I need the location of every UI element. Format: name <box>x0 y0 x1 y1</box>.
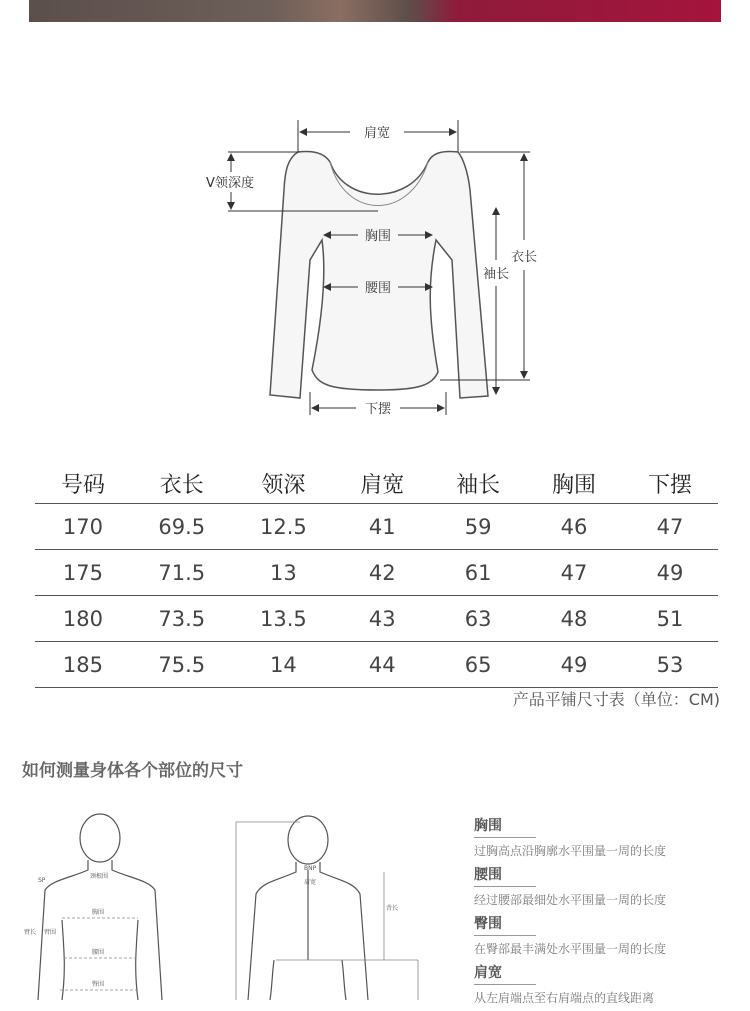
definition-text: 在臀部最丰满处水平围量一周的长度 <box>474 942 667 956</box>
table-cell: 73.5 <box>131 596 233 642</box>
header-cell: 袖长 <box>430 463 526 504</box>
neck-label: 颈根围 <box>90 873 109 880</box>
table-cell: 41 <box>334 504 430 550</box>
header-cell: 胸围 <box>526 463 622 504</box>
garment-measurement-diagram <box>0 110 750 430</box>
table-cell: 170 <box>35 504 131 550</box>
length-label: 衣长 <box>510 250 538 265</box>
size-table <box>35 463 718 688</box>
table-cell: 13 <box>233 550 335 596</box>
table-caption: 产品平铺尺寸表（单位：CM) <box>512 690 720 709</box>
shoulder-fig-label: 肩宽 <box>304 879 317 886</box>
table-row <box>35 642 718 688</box>
definition-text: 经过腰部最细处水平围量一周的长度 <box>474 893 667 907</box>
table-header-row <box>35 463 718 504</box>
table-cell: 49 <box>526 642 622 688</box>
garment-outline <box>270 151 488 398</box>
chest-fig-label: 胸围 <box>92 909 105 916</box>
table-cell: 13.5 <box>233 596 335 642</box>
definition-term: 臀围 <box>474 913 536 936</box>
header-cell: 号码 <box>35 463 131 504</box>
front-body-figure <box>38 814 162 1000</box>
bnp-label: BNP <box>304 865 317 872</box>
table-row <box>35 596 718 642</box>
table-cell: 59 <box>430 504 526 550</box>
table-row <box>35 504 718 550</box>
header-cell: 肩宽 <box>334 463 430 504</box>
table-cell: 51 <box>622 596 718 642</box>
waist-label: 腰围 <box>364 281 392 296</box>
table-cell: 47 <box>526 550 622 596</box>
product-photo-strip <box>29 0 721 22</box>
sleeve-label: 袖长 <box>482 267 510 282</box>
header-cell: 下摆 <box>622 463 718 504</box>
arm-label: 臂围 <box>44 929 57 936</box>
table-cell: 43 <box>334 596 430 642</box>
definition-term: 肩宽 <box>474 962 536 985</box>
definition-text: 过胸高点沿胸廓水平围量一周的长度 <box>474 844 667 858</box>
table-cell: 12.5 <box>233 504 335 550</box>
table-cell: 44 <box>334 642 430 688</box>
definition-text: 从左肩端点至右肩端点的直线距离 <box>474 991 655 1005</box>
chest-label: 胸围 <box>364 229 392 244</box>
back-body-figure <box>248 816 368 1000</box>
definition-term: 腰围 <box>474 864 536 887</box>
sleeve-fig-label: 臂长 <box>24 929 37 936</box>
hem-label: 下摆 <box>364 402 392 417</box>
table-cell: 175 <box>35 550 131 596</box>
table-cell: 46 <box>526 504 622 550</box>
shoulder-label: 肩宽 <box>363 126 391 141</box>
header-cell: 领深 <box>233 463 335 504</box>
waist-fig-label: 腰围 <box>92 949 105 956</box>
table-cell: 49 <box>622 550 718 596</box>
section-title: 如何测量身体各个部位的尺寸 <box>22 761 243 781</box>
table-row <box>35 550 718 596</box>
table-cell: 75.5 <box>131 642 233 688</box>
table-cell: 48 <box>526 596 622 642</box>
table-cell: 180 <box>35 596 131 642</box>
table-cell: 47 <box>622 504 718 550</box>
table-cell: 69.5 <box>131 504 233 550</box>
header-cell: 衣长 <box>131 463 233 504</box>
hip-fig-label: 臀围 <box>92 981 105 988</box>
table-cell: 14 <box>233 642 335 688</box>
table-cell: 71.5 <box>131 550 233 596</box>
body-measurement-figures <box>0 810 460 1000</box>
definition-term: 胸围 <box>474 815 536 838</box>
table-cell: 42 <box>334 550 430 596</box>
back-length-label: 背长 <box>386 905 399 912</box>
table-cell: 185 <box>35 642 131 688</box>
neck-depth-label: V领深度 <box>206 176 254 191</box>
table-cell: 63 <box>430 596 526 642</box>
sp-label: SP <box>38 877 46 884</box>
measurement-definitions <box>474 815 734 1011</box>
table-cell: 61 <box>430 550 526 596</box>
table-cell: 65 <box>430 642 526 688</box>
table-cell: 53 <box>622 642 718 688</box>
